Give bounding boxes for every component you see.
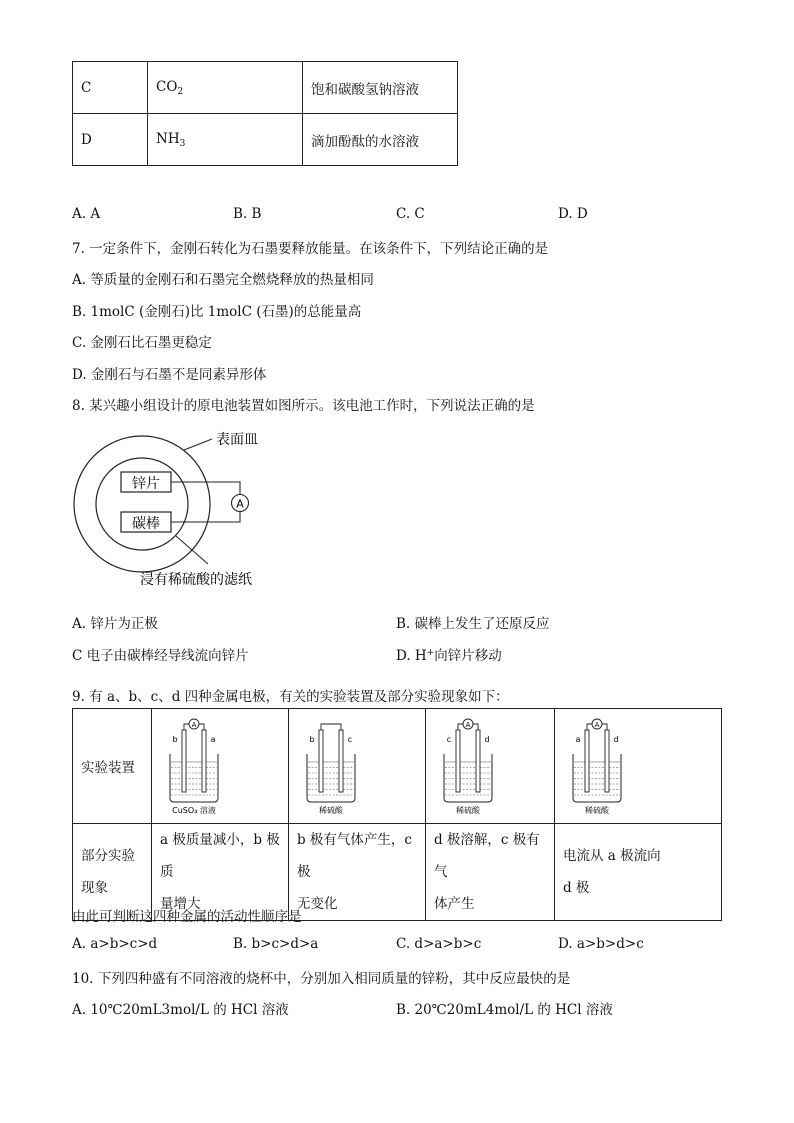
carbon-label: 碳棒 xyxy=(132,516,160,532)
dish-label: 表面皿 xyxy=(216,432,258,448)
wire-top xyxy=(171,482,240,494)
electrode-label-left: b xyxy=(172,735,178,744)
solution-label: CuSO₄ 溶液 xyxy=(172,806,216,815)
q6-option-d: D. D xyxy=(558,206,588,222)
gas-cell: $CO_2$ xyxy=(148,62,303,114)
beaker-apparatus-2 xyxy=(293,716,373,816)
q9-conclusion: 由此可判断这四种金属的活动性顺序是 xyxy=(72,909,302,925)
q8-battery-figure xyxy=(72,424,302,594)
q7-stem: 7. 一定条件下，金刚石转化为石墨要释放能量。在该条件下，下列结论正确的是 xyxy=(72,241,549,257)
q9-option-b: B. b>c>d>a xyxy=(233,936,319,952)
solution-label: 稀硫酸 xyxy=(585,806,609,815)
q6-option-c: C. C xyxy=(396,206,425,222)
phenomenon-4: 电流从 a 极流向 d 极 xyxy=(555,824,722,921)
ammeter-label: A xyxy=(236,497,244,511)
left-electrode xyxy=(456,730,460,792)
electrode-label-right: d xyxy=(613,735,619,744)
q9-option-c: C. d>a>b>c xyxy=(396,936,482,952)
row-label: D xyxy=(73,114,148,166)
zinc-label: 锌片 xyxy=(132,476,160,492)
beaker-apparatus-3 xyxy=(430,716,510,816)
ammeter-label: A xyxy=(465,721,471,729)
top-table xyxy=(72,61,458,166)
q8-option-b: B. 碳棒上发生了还原反应 xyxy=(396,616,550,632)
electrode-label-right: d xyxy=(484,735,490,744)
electrode-label-left: b xyxy=(309,735,315,744)
phenomenon-2: b 极有气体产生，c 极 无变化 xyxy=(289,824,426,921)
right-electrode xyxy=(202,730,206,792)
table-row xyxy=(73,62,458,114)
ammeter-label: A xyxy=(594,721,600,729)
table-row xyxy=(73,114,458,166)
electrode-label-left: a xyxy=(575,735,581,744)
dish-pointer xyxy=(184,439,212,450)
q7-option-a: A. 等质量的金刚石和石墨完全燃烧释放的热量相同 xyxy=(72,272,374,288)
apparatus-cell-2 xyxy=(289,709,426,824)
right-electrode xyxy=(476,730,480,792)
phenomenon-3: d 极溶解，c 极有气 体产生 xyxy=(426,824,555,921)
wire xyxy=(321,724,341,730)
paper-label: 浸有稀硫酸的滤纸 xyxy=(140,572,252,588)
apparatus-cell-4 xyxy=(555,709,722,824)
q8-option-d: D. H+向锌片移动 xyxy=(396,648,502,664)
electrode-label-right: a xyxy=(210,735,216,744)
dish-outer-circle xyxy=(74,436,210,572)
solution-label: 稀硫酸 xyxy=(456,806,480,815)
q8-option-a: A. 锌片为正极 xyxy=(72,616,158,632)
q7-option-c: C. 金刚石比石墨更稳定 xyxy=(72,335,212,351)
row-label-apparatus: 实验装置 xyxy=(73,709,152,824)
q7-option-d: D. 金刚石与石墨不是同素异形体 xyxy=(72,367,267,383)
electrode-label-right: c xyxy=(347,735,353,744)
q8-stem: 8. 某兴趣小组设计的原电池装置如图所示。该电池工作时，下列说法正确的是 xyxy=(72,398,535,414)
wire-bottom xyxy=(171,512,240,522)
right-electrode xyxy=(605,730,609,792)
q10-stem: 10. 下列四种盛有不同溶液的烧杯中，分别加入相同质量的锌粉，其中反应最快的是 xyxy=(72,971,571,987)
q7-option-b: B. 1molC (金刚石)比 1molC (石墨)的总能量高 xyxy=(72,304,362,320)
row-label: C xyxy=(73,62,148,114)
solution-cell: 滴加酚酞的水溶液 xyxy=(303,114,458,166)
left-electrode xyxy=(319,730,323,792)
apparatus-cell-1 xyxy=(152,709,289,824)
beaker-apparatus-4 xyxy=(559,716,639,816)
q9-option-a: A. a>b>c>d xyxy=(72,936,158,952)
q10-option-b: B. 20℃20mL4mol/L 的 HCl 溶液 xyxy=(396,1002,613,1018)
phenomenon-1: a 极质量减小，b 极质 量增大 xyxy=(152,824,289,921)
row-label-phenomena: 部分实验 现象 xyxy=(73,824,152,921)
apparatus-cell-3 xyxy=(426,709,555,824)
gas-cell: $NH_3$ xyxy=(148,114,303,166)
q6-option-a: A. A xyxy=(72,206,101,222)
q6-option-b: B. B xyxy=(233,206,262,222)
q9-option-d: D. a>b>d>c xyxy=(558,936,644,952)
apparatus-row xyxy=(73,709,722,824)
q10-option-a: A. 10℃20mL3mol/L 的 HCl 溶液 xyxy=(72,1002,289,1018)
beaker-apparatus-1 xyxy=(156,716,236,816)
q8-option-c: C 电子由碳棒经导线流向锌片 xyxy=(72,648,249,664)
q9-stem: 9. 有 a、b、c、d 四种金属电极，有关的实验装置及部分实验现象如下： xyxy=(72,689,509,705)
q9-table xyxy=(72,708,722,921)
left-electrode xyxy=(182,730,186,792)
ammeter-label: A xyxy=(191,721,197,729)
left-electrode xyxy=(585,730,589,792)
solution-label: 稀硫酸 xyxy=(319,806,343,815)
electrode-label-left: c xyxy=(446,735,452,744)
solution-cell: 饱和碳酸氢钠溶液 xyxy=(303,62,458,114)
right-electrode xyxy=(339,730,343,792)
